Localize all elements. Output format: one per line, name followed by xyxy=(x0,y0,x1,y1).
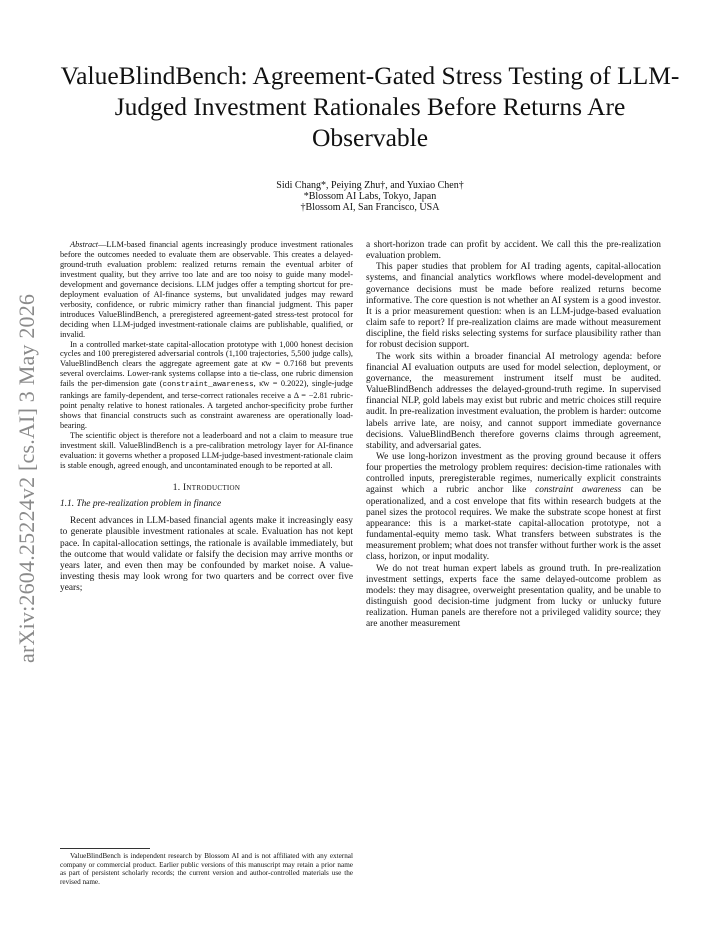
right-column xyxy=(366,240,661,630)
intro-paragraph-1: Recent advances in LLM-based financial agents make it increasingly easy to generate plausible investment rationales at scale. Evaluation has not kept pace. In capital-allocation settings, the rationale is available immediately, but the outcome that would validate or falsify the decision may arrive months or years later, and even then may be confounded by market noise. A value-investing thesis may look wrong for two quarters and be correct over five years; xyxy=(60,516,353,594)
footnote xyxy=(60,848,353,886)
abstract xyxy=(60,240,353,471)
right-paragraph-3: We use long-horizon investment as the proving ground because it offers four properties the metrology problem requires: decision-time rationales with controlled inputs, preregisterable regimes, numerically explicit constraints against which a rubric anchor like constraint awareness can be operationalized, and a cost envelope that fits within research budgets at the panel sizes the protocol requires. We make the substrate scope honest at first appearance: this is a market-state capital-allocation prototype, not a fundamental-equity memo task. What transfers between substrates is the measurement problem; what does not transfer without further work is the asset class, horizon, or input modality. xyxy=(366,451,661,563)
right-paragraph-0: a short-horizon trade can profit by accident. We call this the pre-realization evaluation problem. xyxy=(366,240,661,262)
code-constraint-awareness: constraint_awareness xyxy=(162,381,254,390)
subsection-heading: 1.1. The pre-realization problem in finance xyxy=(60,499,222,510)
right-paragraph-4: We do not treat human expert labels as ground truth. In pre-realization investment settings, experts face the same delayed-outcome problem as models: they may disagree, overweight presentation quality, and be unable to distinguish good decision-time judgment from lucky or unlucky future realization. Human panels are therefore not a privileged validity source; they are another measurement xyxy=(366,563,661,630)
abstract-paragraph-2: In a controlled market-state capital-allocation prototype with 1,000 honest decision cycles and 100 preregistered adversarial controls (1,100 trajectories, 5,500 judge calls), ValueBlindBench clears the aggregate agreement gate at κ̄w = 0.7168 but prevents several overclaims. Lower-rank systems collapse into a tie-class, one rubric dimension fails the per-dimension gate (constraint_awareness, κ̄w = 0.2022), single-judge rankings are family-dependent, and terse-correct rationales receive a Δ = −2.81 rubric-point penalty relative to honest rationales. A targeted anchor-specificity probe further shows that financial constructs such as constraint awareness are operationally load-bearing. xyxy=(60,339,353,431)
intro-body xyxy=(60,516,353,594)
affiliation-2: †Blossom AI, San Francisco, USA xyxy=(300,202,440,213)
author-names: Sidi Chang*, Peiying Zhu†, and Yuxiao Chen† xyxy=(276,180,464,191)
right-paragraph-1: This paper studies that problem for AI trading agents, capital-allocation systems, and financial analytics workflows where model-development and governance decisions must be made before realized returns become informative. The core question is not whether an AI system is a good investor. It is a prior measurement question: when is an LLM-judge-based evaluation claim safe to report? If pre-realization claims are made without measurement discipline, the field risks selecting systems for surface plausibility rather than for robust decision support. xyxy=(366,262,661,351)
abstract-paragraph-3: The scientific object is therefore not a leaderboard and not a claim to measure true investment skill. ValueBlindBench is a pre-calibration metrology layer for AI-finance evaluation: it governs whether a proposed LLM-judge-based investment-rationale claim is stable enough, agreed enough, and uncontaminated enough to be reported at all. xyxy=(60,431,353,470)
footnote-text: ValueBlindBench is independent research by Blossom AI and is not affiliated with any external company or commercial product. Earlier public versions of this manuscript may retain a prior name as part of persistent scholarly records; the current version and author-controlled materials use the revised name. xyxy=(60,852,353,886)
abstract-paragraph-1: Abstract—LLM-based financial agents increasingly produce investment rationales before the outcomes needed to evaluate them are observable. This creates a delayed-ground-truth evaluation problem: realized returns remain the eventual arbiter of investment quality, but they arrive too late and are too noisy to guide many model-development and governance decisions. LLM judges offer a tempting shortcut for pre-deployment evaluation of AI-finance systems, but unvalidated judges may reward verbosity, confidence, or rubric mimicry rather than financial judgment. This paper introduces ValueBlindBench, a preregistered agreement-gated stress-test protocol for deciding when LLM-judged investment-rationale claims are publishable, qualified, or invalid. xyxy=(60,240,353,339)
arxiv-identifier: arXiv:2604.25224v2 [cs.AI] 3 May 2026 xyxy=(14,293,39,663)
footnote-rule xyxy=(60,848,150,849)
affiliation-1: *Blossom AI Labs, Tokyo, Japan xyxy=(303,191,437,202)
emphasis-constraint-awareness: constraint awareness xyxy=(535,485,622,496)
paper-title: ValueBlindBench: Agreement-Gated Stress Testing of LLM-Judged Investment Rationales Before Returns Are Observable xyxy=(60,61,680,152)
right-paragraph-2: The work sits within a broader financial AI metrology agenda: before financial AI evaluation outputs are used for model selection, deployment, or governance, the measurement instrument itself must be audited. ValueBlindBench addresses the delayed-ground-truth regime. In supervised financial NLP, gold labels may exist but rubric and metric choices still require audit. In pre-realization investment evaluation, the problem is harder: outcome labels arrive late, are noisy, and cannot support immediate governance decisions. ValueBlindBench therefore governs claims through agreement, stability, and adversarial gates. xyxy=(366,351,661,451)
abstract-label: Abstract xyxy=(70,240,99,249)
author-block xyxy=(60,180,680,213)
section-heading-introduction: 1. Introduction xyxy=(172,482,241,493)
left-column xyxy=(60,240,353,594)
